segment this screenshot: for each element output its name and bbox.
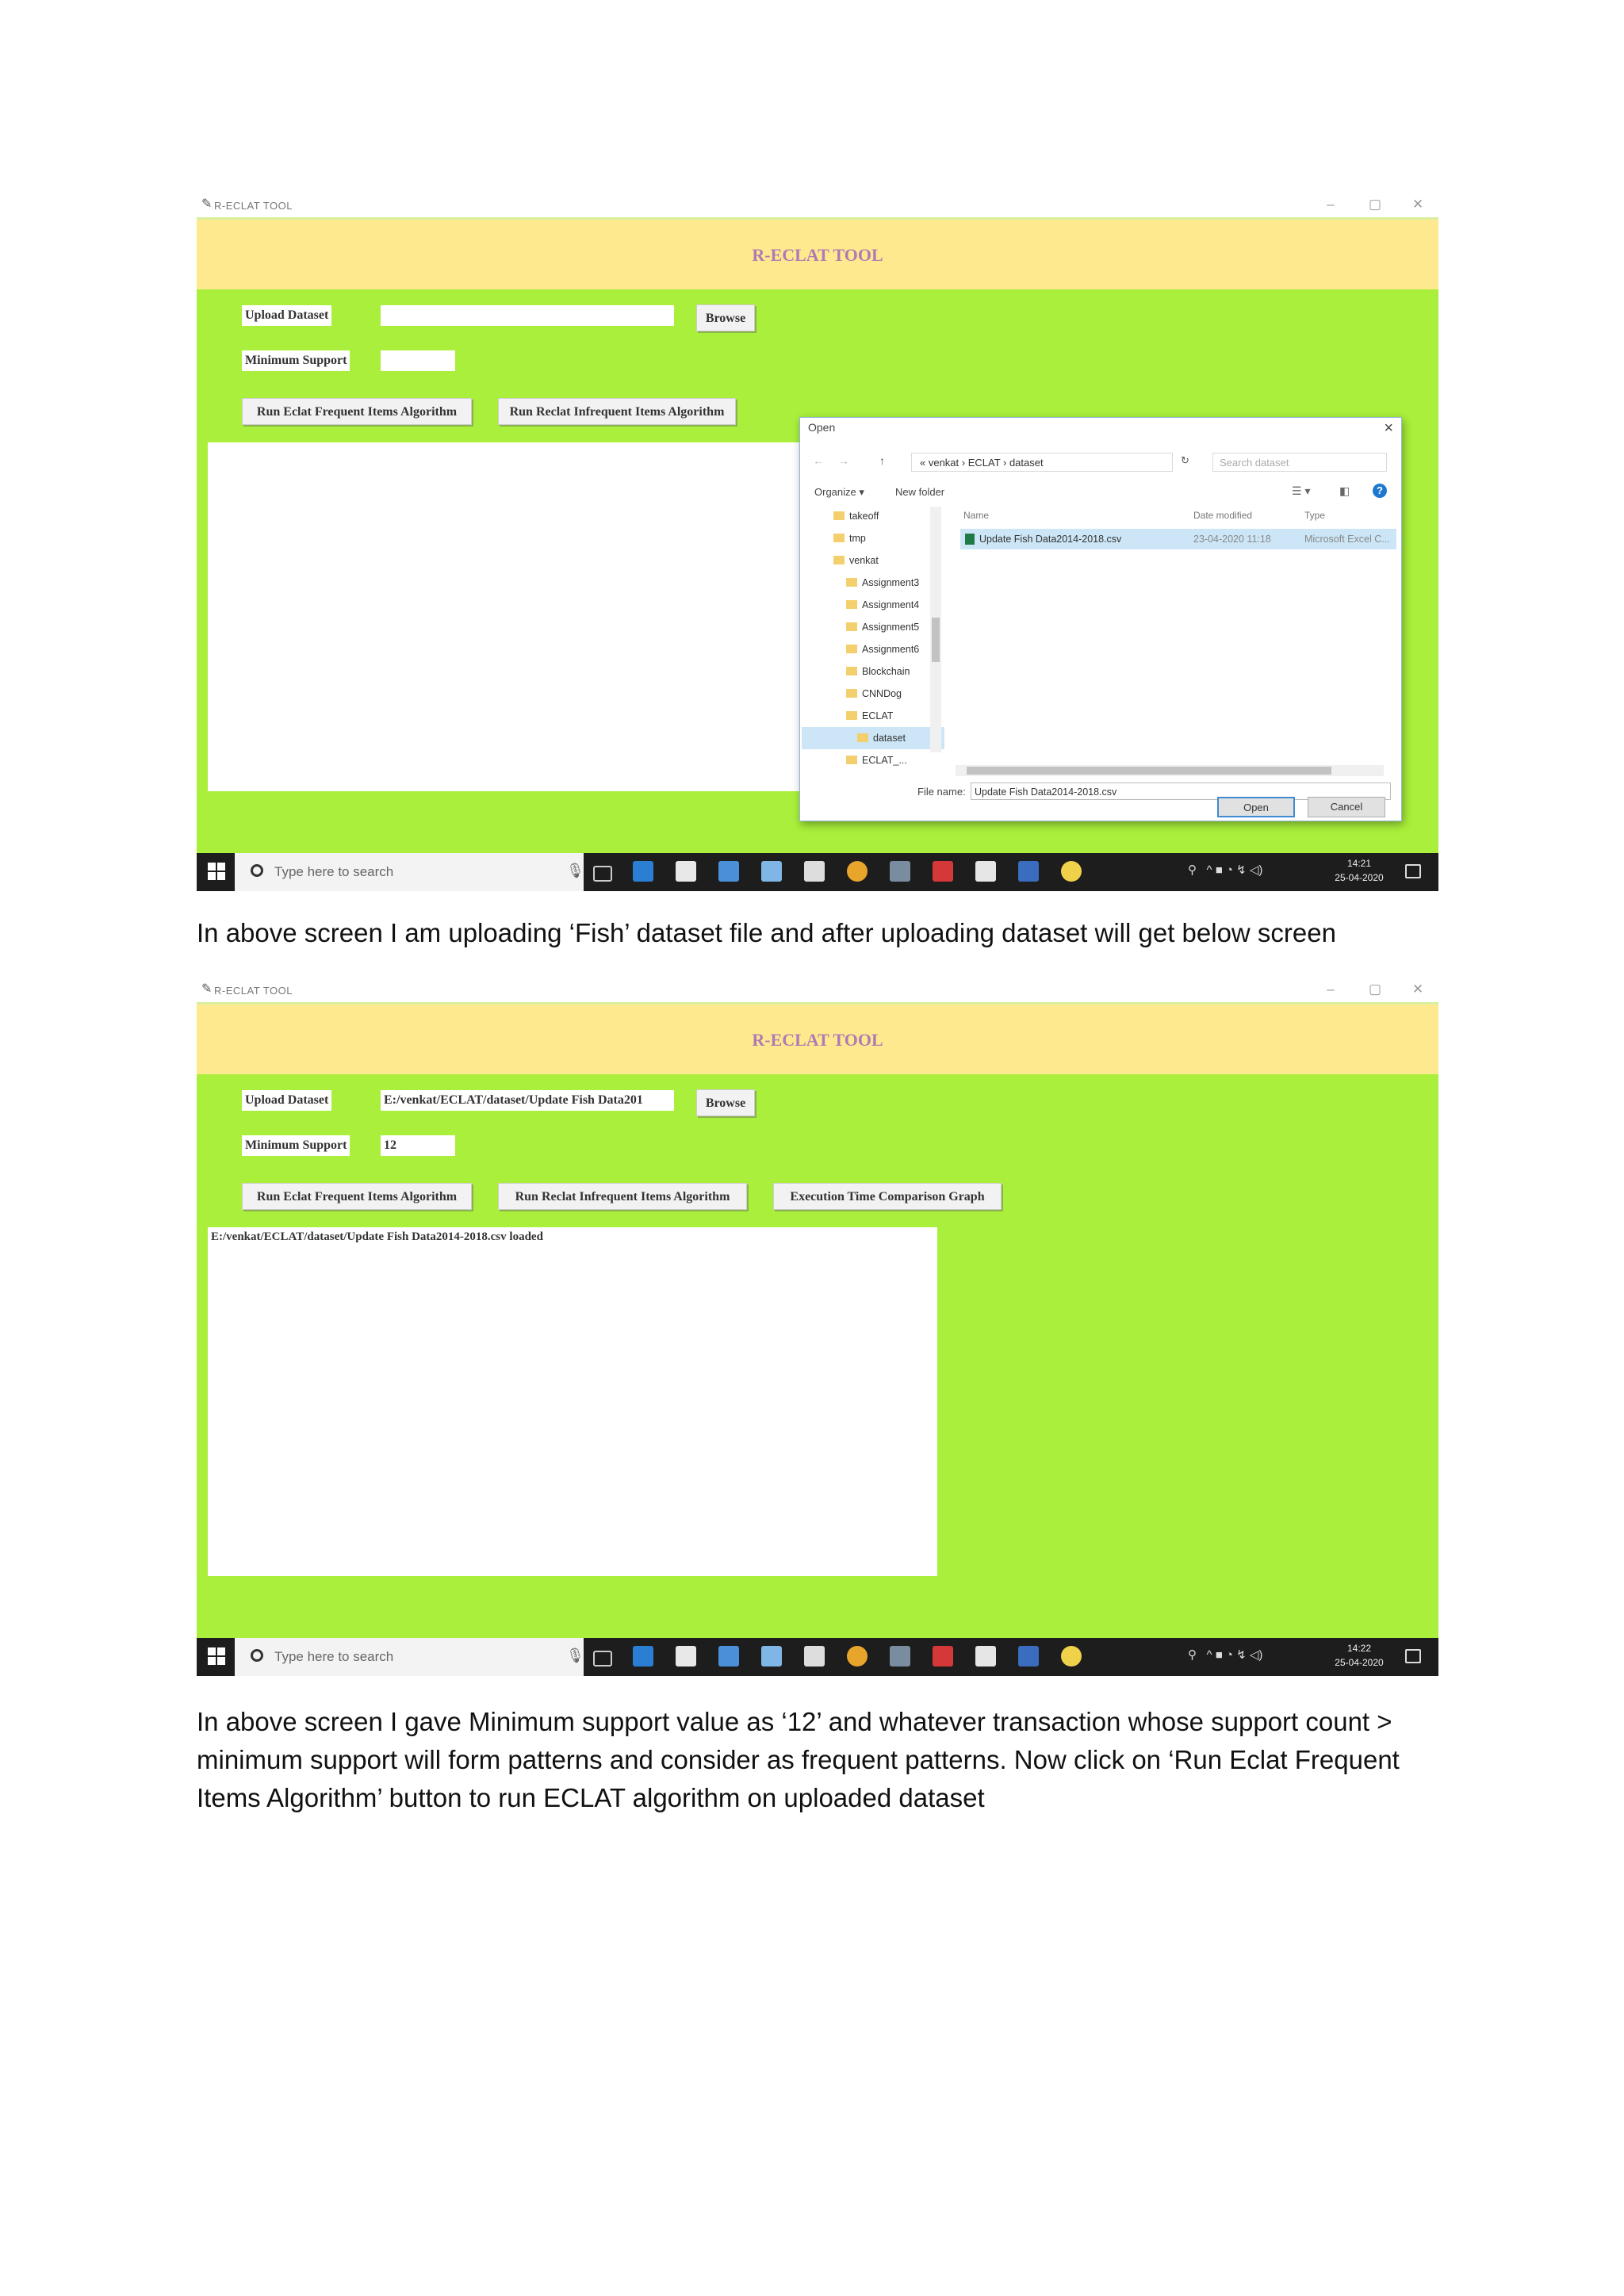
file-name-label: File name: (917, 786, 966, 798)
store-icon[interactable] (676, 861, 696, 882)
minimize-button[interactable]: – (1327, 197, 1335, 212)
window-titlebar (197, 193, 1438, 217)
col-date[interactable]: Date modified (1193, 510, 1253, 521)
dialog-toolbar (800, 481, 1403, 503)
system-tray[interactable]: ⚲ ^ ■ ◔ ↯ ◁) (1188, 863, 1263, 877)
task-view-icon[interactable] (593, 866, 612, 882)
notification-icon[interactable] (1405, 1649, 1421, 1663)
cancel-button[interactable]: Cancel (1308, 797, 1385, 817)
cortana-icon (251, 1649, 263, 1662)
app-icon[interactable] (933, 1646, 953, 1667)
up-icon[interactable]: ↑ (879, 454, 885, 467)
system-tray[interactable]: ⚲ ^ ■ ◔ ↯ ◁) (1188, 1648, 1263, 1662)
tree-item-selected[interactable]: dataset (802, 727, 944, 749)
app-icon[interactable] (761, 861, 782, 882)
upload-dataset-label: Upload Dataset (242, 1090, 331, 1111)
store-icon[interactable] (676, 1646, 696, 1667)
dialog-title: Open (808, 421, 836, 434)
feather-icon: ✎ (201, 197, 213, 211)
app-icon[interactable] (718, 1646, 739, 1667)
tree-item[interactable]: Blockchain (802, 660, 944, 683)
organize-button[interactable]: Organize ▾ (814, 486, 864, 498)
feather-icon: ✎ (201, 982, 213, 996)
caption-1: In above screen I am uploading ‘Fish’ dataset file and after uploading dataset will get below screen (197, 918, 1336, 947)
windows-start-icon[interactable] (208, 1647, 225, 1665)
tree-item[interactable]: takeoff (802, 505, 944, 527)
notification-icon[interactable] (1405, 864, 1421, 878)
chrome-icon[interactable] (847, 1646, 868, 1667)
open-file-dialog (799, 417, 1402, 821)
minimize-button[interactable]: – (1327, 982, 1335, 997)
app-icon[interactable] (975, 861, 996, 882)
open-button[interactable]: Open (1217, 797, 1295, 817)
new-folder-button[interactable]: New folder (895, 486, 945, 498)
preview-pane-icon[interactable]: ◧ (1339, 484, 1350, 497)
forward-icon[interactable]: → (838, 454, 849, 467)
app-icon[interactable] (804, 1646, 825, 1667)
app-icon[interactable] (890, 861, 910, 882)
mic-icon[interactable]: 🎙 (566, 1647, 584, 1663)
windows-taskbar (197, 853, 1438, 891)
refresh-icon[interactable]: ↻ (1181, 454, 1189, 466)
app-icon[interactable] (1018, 861, 1039, 882)
window-title: R-ECLAT TOOL (214, 985, 293, 997)
tree-item[interactable]: Assignment5 (802, 616, 944, 638)
tree-item[interactable]: Assignment6 (802, 638, 944, 660)
minimum-support-input[interactable]: 12 (381, 1135, 455, 1156)
file-list-header (956, 505, 1400, 522)
tree-item[interactable]: ECLAT (802, 705, 944, 727)
window-title: R-ECLAT TOOL (214, 200, 293, 212)
dialog-close-icon[interactable]: × (1384, 419, 1393, 437)
execution-time-graph-button[interactable]: Execution Time Comparison Graph (773, 1183, 1002, 1210)
browse-button[interactable]: Browse (696, 1089, 755, 1116)
tree-item[interactable]: venkat (802, 549, 944, 572)
maximize-button[interactable]: ▢ (1368, 197, 1382, 212)
app-icon[interactable] (761, 1646, 782, 1667)
cortana-icon (251, 864, 263, 877)
python-icon[interactable] (1061, 1646, 1082, 1667)
screenshot-2 (197, 978, 1438, 1676)
taskbar-search[interactable]: Type here to search 🎙 (235, 1638, 584, 1676)
file-list (956, 505, 1400, 754)
col-type[interactable]: Type (1304, 510, 1326, 521)
window-titlebar (197, 978, 1438, 1002)
python-icon[interactable] (1061, 861, 1082, 882)
task-view-icon[interactable] (593, 1651, 612, 1667)
app-body (197, 1002, 1438, 1638)
col-name[interactable]: Name (963, 510, 990, 521)
help-icon[interactable]: ? (1373, 484, 1387, 498)
folder-tree (802, 505, 944, 766)
run-reclat-button[interactable]: Run Reclat Infrequent Items Algorithm (498, 398, 736, 425)
edge-icon[interactable] (633, 1646, 653, 1667)
file-list-hscrollbar[interactable] (956, 765, 1384, 776)
app-icon[interactable] (975, 1646, 996, 1667)
app-icon[interactable] (1018, 1646, 1039, 1667)
dialog-search-input[interactable]: Search dataset (1212, 453, 1387, 472)
edge-icon[interactable] (633, 861, 653, 882)
app-header (197, 1002, 1438, 1074)
minimum-support-input[interactable] (381, 350, 455, 371)
app-icon[interactable] (804, 861, 825, 882)
windows-taskbar (197, 1638, 1438, 1676)
file-name-input[interactable]: Update Fish Data2014-2018.csv (971, 783, 1391, 800)
minimum-support-label: Minimum Support (242, 1135, 350, 1156)
maximize-button[interactable]: ▢ (1368, 982, 1382, 997)
run-reclat-button[interactable]: Run Reclat Infrequent Items Algorithm (498, 1183, 747, 1210)
tree-item[interactable]: ECLAT_... (802, 749, 944, 771)
browse-button[interactable]: Browse (696, 304, 755, 331)
tree-scrollbar[interactable] (930, 507, 941, 752)
caption-2: In above screen I gave Minimum support value as ‘12’ and whatever transaction whose support count > minimum support will form patterns and consider as frequent patterns. Now click on ‘Run Eclat Frequent Items Algorithm’ button to run ECLAT algorithm on uploaded dataset (197, 1707, 1400, 1812)
app-title: R-ECLAT TOOL (752, 245, 883, 265)
breadcrumb[interactable]: « venkat › ECLAT › dataset (911, 453, 1173, 472)
mic-icon[interactable]: 🎙 (566, 863, 584, 878)
app-header (197, 217, 1438, 289)
dialog-nav-row (800, 450, 1403, 475)
app-icon[interactable] (718, 861, 739, 882)
tree-item[interactable]: Assignment4 (802, 594, 944, 616)
app-body (197, 217, 1438, 853)
file-row[interactable]: Update Fish Data2014-2018.csv 23-04-2020 11:18 Microsoft Excel C... (960, 529, 1396, 549)
excel-file-icon (965, 534, 975, 545)
screenshot-1 (197, 193, 1438, 891)
run-eclat-button[interactable]: Run Eclat Frequent Items Algorithm (242, 1183, 472, 1210)
app-icon[interactable] (933, 861, 953, 882)
app-icon[interactable] (890, 1646, 910, 1667)
upload-dataset-label: Upload Dataset (242, 305, 331, 326)
tree-item[interactable]: tmp (802, 527, 944, 549)
windows-start-icon[interactable] (208, 863, 225, 880)
close-button[interactable]: ✕ (1411, 982, 1424, 997)
close-button[interactable]: ✕ (1411, 197, 1424, 212)
upload-dataset-input[interactable]: E:/venkat/ECLAT/dataset/Update Fish Data201 (381, 1090, 674, 1111)
output-textarea[interactable]: E:/venkat/ECLAT/dataset/Update Fish Data2014-2018.csv loaded (208, 1227, 937, 1576)
minimum-support-label: Minimum Support (242, 350, 350, 371)
tree-item[interactable]: Assignment3 (802, 572, 944, 594)
taskbar-clock[interactable]: 14:21 25-04-2020 (1335, 858, 1384, 883)
taskbar-search[interactable]: Type here to search 🎙 (235, 853, 584, 891)
run-eclat-button[interactable]: Run Eclat Frequent Items Algorithm (242, 398, 472, 425)
upload-dataset-input[interactable] (381, 305, 674, 326)
back-icon[interactable]: ← (813, 454, 824, 467)
taskbar-clock[interactable]: 14:22 25-04-2020 (1335, 1643, 1384, 1668)
view-options-icon[interactable]: ☰ ▾ (1292, 484, 1311, 497)
app-title: R-ECLAT TOOL (752, 1030, 883, 1050)
tree-item[interactable]: CNNDog (802, 683, 944, 705)
chrome-icon[interactable] (847, 861, 868, 882)
